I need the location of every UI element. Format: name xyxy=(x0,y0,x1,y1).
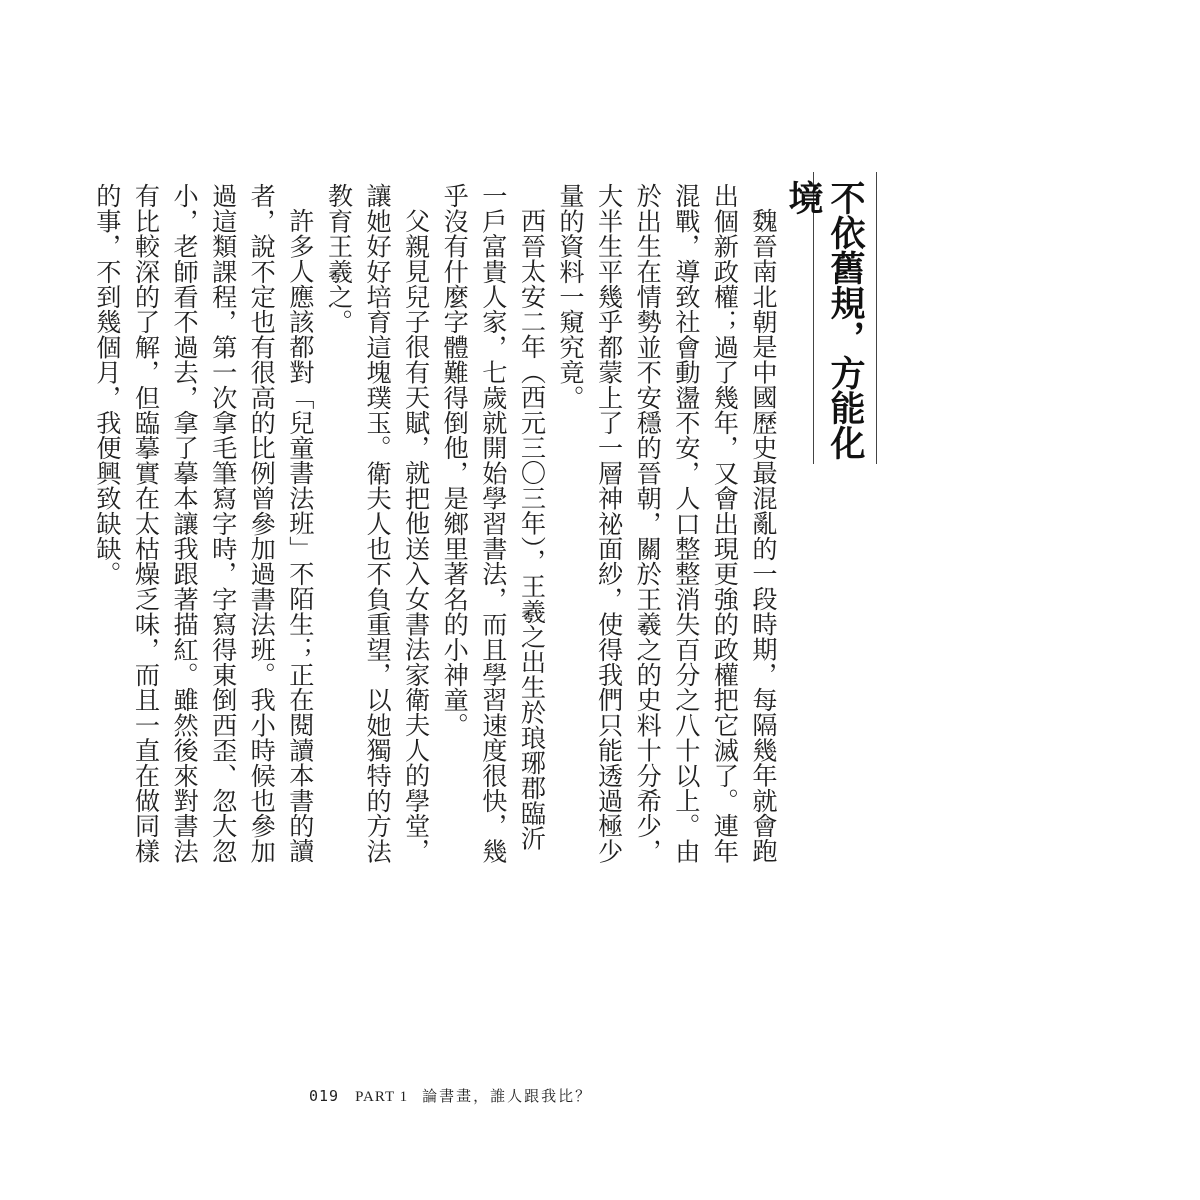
section-title-block xyxy=(783,172,877,464)
paragraph: 許多人應該都對「兒童書法班」不陌生；正在閱讀本書的讀者，說不定也有很高的比例曾參加過書法班。我小時候也參加過這類課程，第一次拿毛筆寫字時，字寫得東倒西歪、忽大忽小，老師看不過去，拿了摹本讓我跟著描紅。雖然後來對書法有比較深的了解，但臨摹實在太枯燥乏味，而且一直在做同樣的事，不到幾個月，我便興致缺缺。 xyxy=(92,183,315,864)
paragraph: 西晉太安二年（西元三〇三年），王羲之出生於琅琊郡臨沂一戶富貴人家，七歲就開始學習書法，而且學習速度很快，幾乎沒有什麼字體難得倒他，是鄉里著名的小神童。 xyxy=(440,183,547,864)
page-number: 019 xyxy=(309,1087,340,1105)
paragraph: 魏晉南北朝是中國歷史最混亂的一段時期，每隔幾年就會跑出個新政權；過了幾年，又會出現更強的政權把它滅了。連年混戰，導致社會動盪不安，人口整整消失百分之八十以上。由於出生在情勢並不安穩的晉朝，關於王羲之的史料十分希少，大半生平幾乎都蒙上了一層神祕面紗，使得我們只能透過極少量的資料一窺究竟。 xyxy=(556,183,778,864)
chapter-title: 論書畫，誰人跟我比？ xyxy=(422,1087,593,1105)
page-footer xyxy=(309,1085,592,1115)
section-title: 不依舊規，方能化境 xyxy=(783,180,865,460)
paragraph: 父親見兒子很有天賦，就把他送入女書法家衛夫人的學堂，讓她好好培育這塊璞玉。衛夫人也不負重望，以她獨特的方法教育王羲之。 xyxy=(324,183,431,864)
body-text xyxy=(87,183,782,873)
part-label: PART 1 xyxy=(355,1089,409,1105)
